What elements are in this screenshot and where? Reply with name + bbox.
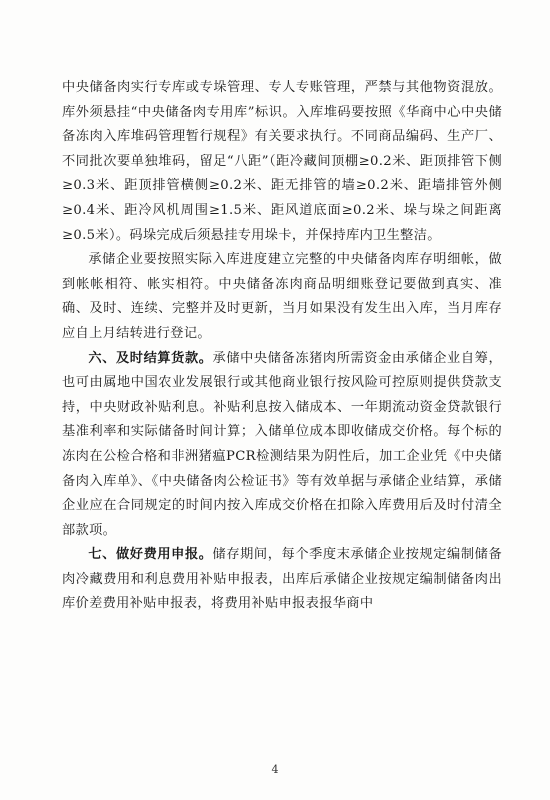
section-heading-settlement: 六、及时结算货款。 (88, 350, 213, 366)
paragraph-text: 承储中央储备冻猪肉所需资金由承储企业自筹，也可由属地中国农业发展银行或其他商业银行按风险可控原则提供贷款支持，中央财政补贴利息。补贴利息按入储成本、一年期流动资金贷款银行基准利率和实际储备时间计算；入储单位成本即收储成交价格。每个标的冻肉在公检合格和非洲猪瘟PCR检测结果为阴性后，加工企业凭《中央储备肉入库单》、《中央储备肉公检证书》等有效单据与承储企业结算，承储企业应在合同规定的时间内按入库成交价格在扣除入库费用后及时付清全部款项。 (62, 350, 502, 538)
paragraph-text: 中央储备肉实行专库或专垛管理、专人专账管理，严禁与其他物资混放。库外须悬挂“中央储备肉专用库”标识。入库堆码要按照《华商中心中央储备冻肉入库堆码管理暂行规程》有关要求执行。不同商品编码、生产厂、不同批次要单独堆码，留足“八距”（距冷藏间顶棚≥0.2米、距顶排管下侧≥0.3米、距顶排管横侧≥0.2米、距无排管的墙≥0.2米、距墙排管外侧≥0.4米、距冷风机周围≥1.5米、距风道底面≥0.2米、垛与垛之间距离≥0.5米）。码垛完成后须悬挂专用垛卡，并保持库内卫生整洁。 (62, 80, 502, 243)
page-number: 4 (271, 763, 279, 776)
document-body (62, 76, 502, 617)
paragraph-storage-management (62, 76, 502, 248)
paragraph-expense-report (62, 543, 502, 617)
paragraph-text: 储存期间，每个季度末承储企业按规定编制储备肉冷藏费用和利息费用补贴申报表，出库后承储企业按规定编制储备肉出库价差费用补贴申报表，将费用补贴申报表报华商中 (62, 547, 502, 612)
paragraph-inventory-ledger (62, 248, 502, 346)
section-heading-expense-report: 七、做好费用申报。 (88, 547, 213, 563)
paragraph-settlement (62, 347, 502, 544)
paragraph-text: 承储企业要按照实际入库进度建立完整的中央储备肉库存明细帐，做到帐帐相符、帐实相符。中央储备冻肉商品明细账登记要做到真实、准确、及时、连续、完整并及时更新，当月如果没有发生出入库，当月库存应自上月结转进行登记。 (62, 252, 502, 341)
